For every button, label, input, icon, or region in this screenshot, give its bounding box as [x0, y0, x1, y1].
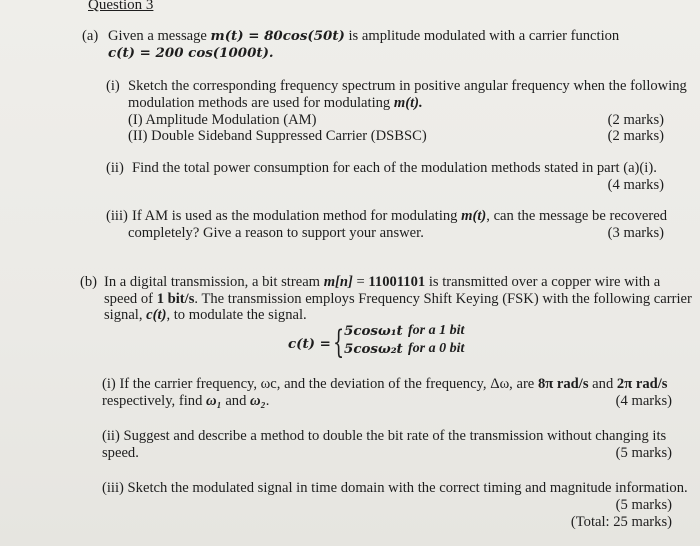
part-b-line1-pre: In a digital transmission, a bit stream	[104, 274, 324, 290]
part-b-line2-pre: speed of	[104, 291, 157, 307]
part-a-i-item1-marks: (2 marks)	[607, 112, 664, 128]
part-b-iii-marks: (5 marks)	[615, 497, 672, 513]
omega2-var: ω₂	[250, 393, 266, 409]
fsk-eq-case1-cond: for a 1 bit	[408, 323, 465, 338]
fsk-eq-brace: {	[333, 323, 345, 361]
part-b-line1-post: is transmitted over a copper wire with a	[425, 274, 661, 290]
bit-speed: 1 bit/s	[156, 291, 195, 307]
total-marks: (Total: 25 marks)	[570, 514, 672, 530]
fsk-eq-case2-cond: for a 0 bit	[408, 341, 465, 356]
part-b-ii-line2: speed.	[102, 445, 139, 461]
part-a-intro-line1	[108, 28, 619, 45]
part-b-i-line1-pre: If the carrier frequency, ωc, and the deviation of the frequency, Δω, are	[119, 376, 538, 392]
message-equation: m(t) = 80cos(50t)	[210, 28, 345, 44]
part-a-label: (a)	[82, 28, 99, 44]
part-a-i-line2	[128, 95, 423, 112]
part-b-label: (b)	[80, 274, 98, 290]
part-b-ii-line1	[102, 428, 666, 445]
part-a-ii-line1: Find the total power consumption for each of the modulation methods stated in part (a)(i).	[132, 160, 657, 176]
part-a-i-item2: (II) Double Sideband Suppressed Carrier (DSBSC)	[128, 128, 427, 144]
carrier-frequency-value: 8π rad/s	[537, 376, 589, 392]
part-a-i-line2-text: modulation methods are used for modulating	[128, 95, 394, 111]
part-b-i-label: (i)	[102, 376, 116, 392]
part-b-line2-post: . The transmission employs Frequency Shift Keying (FSK) with the following carrier	[194, 291, 692, 307]
part-a-intro-rest: is amplitude modulated with a carrier function	[344, 28, 620, 44]
part-b-iii-line1	[102, 480, 688, 497]
part-a-i-item2-marks: (2 marks)	[607, 128, 664, 144]
bit-stream-var: m[n]	[323, 274, 353, 290]
part-b-i-and: and	[588, 376, 617, 392]
part-b-i-line2-pre: respectively, find	[102, 393, 207, 409]
fsk-eq-lhs: c(t) =	[288, 336, 331, 352]
part-a-iii-post: , can the message be recovered	[486, 208, 667, 224]
part-a-i-item1: (I) Amplitude Modulation (AM)	[128, 112, 317, 128]
part-b-line1	[104, 274, 660, 291]
bit-stream-value: 11001101	[368, 274, 426, 290]
part-a-intro-line2	[108, 45, 274, 62]
part-b-i-line2-and: and	[221, 393, 251, 409]
part-b-carrier-var: c(t)	[146, 307, 167, 323]
part-a-i-var: m(t).	[393, 95, 423, 111]
part-a-ii-marks: (4 marks)	[607, 177, 664, 193]
part-b-ii-text: Suggest and describe a method to double the bit rate of the transmission without changing its	[123, 428, 667, 444]
carrier-equation: c(t) = 200 cos(1000t).	[108, 45, 274, 61]
part-a-iii-marks: (3 marks)	[607, 225, 664, 241]
frequency-deviation-value: 2π rad/s	[616, 376, 668, 392]
part-a-iii-label: (iii)	[106, 208, 128, 224]
part-a-iii-var: m(t)	[461, 208, 487, 224]
fsk-eq-case1-expr: 5cosω₁t	[344, 323, 403, 339]
part-b-iii-text: Sketch the modulated signal in time domain with the correct timing and magnitude information.	[127, 480, 688, 496]
part-b-iii-label: (iii)	[102, 480, 124, 496]
part-b-line3	[104, 307, 307, 324]
bit-stream-eq: =	[352, 274, 369, 290]
part-b-line3-pre: signal,	[104, 307, 147, 323]
part-b-ii-label: (ii)	[102, 428, 120, 444]
part-a-iii-pre: If AM is used as the modulation method for modulating	[132, 208, 462, 224]
fsk-eq-case2-expr: 5cosω₂t	[344, 341, 403, 357]
part-b-i-line1	[102, 376, 667, 393]
part-a-ii-label: (ii)	[106, 160, 124, 176]
part-b-i-marks: (4 marks)	[615, 393, 672, 409]
question-title: Question 3	[88, 0, 154, 13]
part-b-i-line2	[102, 393, 269, 410]
part-b-i-line2-post: .	[265, 393, 270, 409]
part-a-i-label: (i)	[106, 78, 120, 94]
part-b-ii-marks: (5 marks)	[615, 445, 672, 461]
part-a-iii-line1	[132, 208, 667, 225]
part-b-line2	[104, 291, 692, 308]
part-b-line3-post: , to modulate the signal.	[166, 307, 307, 323]
part-a-iii-line2: completely? Give a reason to support your answer.	[128, 225, 424, 241]
part-a-i-line1: Sketch the corresponding frequency spectrum in positive angular frequency when the following	[128, 78, 687, 94]
part-a-intro-text: Given a message	[108, 28, 211, 44]
omega1-var: ω₁	[206, 393, 222, 409]
